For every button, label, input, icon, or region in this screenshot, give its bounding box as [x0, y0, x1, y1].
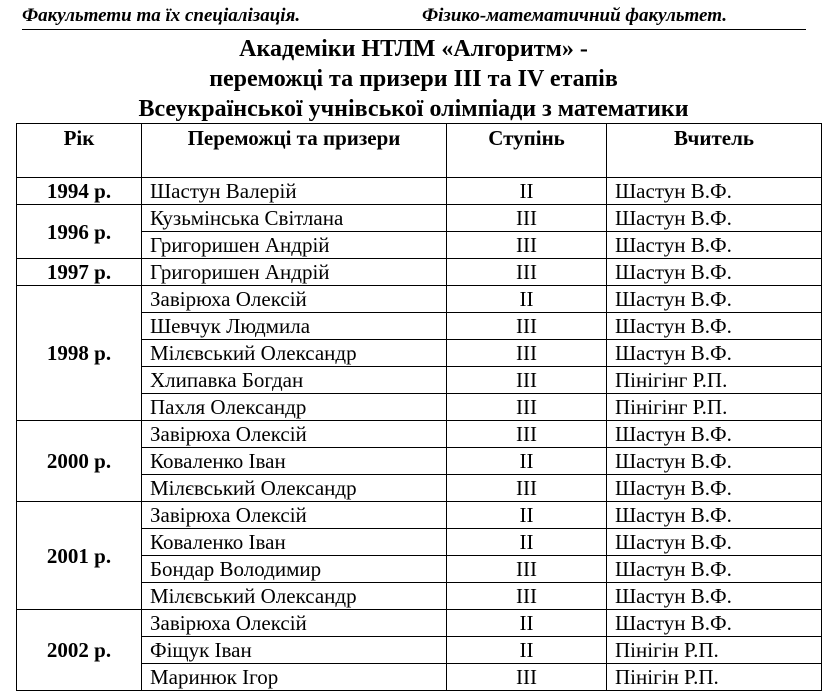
name-cell: Шастун Валерій: [142, 178, 447, 205]
degree-cell: II: [447, 637, 607, 664]
teacher-cell: Шастун В.Ф.: [607, 529, 822, 556]
degree-cell: II: [447, 178, 607, 205]
degree-cell: III: [447, 205, 607, 232]
name-cell: Хлипавка Богдан: [142, 367, 447, 394]
table-row: [17, 502, 822, 529]
name-cell: Пахля Олександр: [142, 394, 447, 421]
degree-cell: III: [447, 367, 607, 394]
teacher-cell: Шастун В.Ф.: [607, 259, 822, 286]
teacher-cell: Пінігінг Р.П.: [607, 367, 822, 394]
column-header-winners: Переможці та призери: [142, 124, 447, 178]
teacher-cell: Шастун В.Ф.: [607, 448, 822, 475]
page-title-line-3: Всеукраїнської учнівської олімпіади з математики: [138, 96, 689, 122]
name-cell: Кузьмінська Світлана: [142, 205, 447, 232]
teacher-cell: Шастун В.Ф.: [607, 475, 822, 502]
teacher-cell: Шастун В.Ф.: [607, 232, 822, 259]
name-cell: Коваленко Іван: [142, 448, 447, 475]
year-cell: 1994 р.: [17, 178, 142, 205]
degree-cell: III: [447, 664, 607, 691]
column-header-teacher: Вчитель: [607, 124, 822, 178]
name-cell: Фіщук Іван: [142, 637, 447, 664]
name-cell: Мілєвський Олександр: [142, 340, 447, 367]
teacher-cell: Пінігін Р.П.: [607, 637, 822, 664]
name-cell: Бондар Володимир: [142, 556, 447, 583]
teacher-cell: Шастун В.Ф.: [607, 286, 822, 313]
teacher-cell: Шастун В.Ф.: [607, 340, 822, 367]
degree-cell: II: [447, 502, 607, 529]
table-row: [17, 205, 822, 232]
degree-cell: III: [447, 421, 607, 448]
degree-cell: III: [447, 259, 607, 286]
degree-cell: II: [447, 529, 607, 556]
degree-cell: III: [447, 556, 607, 583]
page-title-line-1: Академіки НТЛМ «Алгоритм» -: [239, 36, 588, 62]
name-cell: Григоришен Андрій: [142, 232, 447, 259]
degree-cell: III: [447, 232, 607, 259]
year-cell: 1998 р.: [17, 286, 142, 421]
year-cell: 2001 р.: [17, 502, 142, 610]
running-header: [22, 3, 806, 30]
teacher-cell: Пінігінг Р.П.: [607, 394, 822, 421]
teacher-cell: Шастун В.Ф.: [607, 583, 822, 610]
name-cell: Шевчук Людмила: [142, 313, 447, 340]
degree-cell: II: [447, 610, 607, 637]
column-header-degree: Ступінь: [447, 124, 607, 178]
header-faculty-name: Фізико-математичний факультет.: [422, 5, 727, 26]
year-cell: 2000 р.: [17, 421, 142, 502]
teacher-cell: Шастун В.Ф.: [607, 313, 822, 340]
name-cell: Григоришен Андрій: [142, 259, 447, 286]
teacher-cell: Шастун В.Ф.: [607, 502, 822, 529]
teacher-cell: Шастун В.Ф.: [607, 178, 822, 205]
name-cell: Коваленко Іван: [142, 529, 447, 556]
degree-cell: III: [447, 583, 607, 610]
name-cell: Завірюха Олексій: [142, 286, 447, 313]
name-cell: Мілєвський Олександр: [142, 583, 447, 610]
table-row: [17, 421, 822, 448]
table-header-row: [17, 124, 822, 178]
degree-cell: II: [447, 286, 607, 313]
page-title-line-2: переможці та призери III та IV етапів: [209, 66, 618, 92]
name-cell: Завірюха Олексій: [142, 610, 447, 637]
degree-cell: III: [447, 313, 607, 340]
name-cell: Завірюха Олексій: [142, 421, 447, 448]
column-header-year: Рік: [17, 124, 142, 178]
year-cell: 2002 р.: [17, 610, 142, 691]
name-cell: Маринюк Ігор: [142, 664, 447, 691]
teacher-cell: Шастун В.Ф.: [607, 610, 822, 637]
table-row: [17, 610, 822, 637]
degree-cell: II: [447, 448, 607, 475]
name-cell: Завірюха Олексій: [142, 502, 447, 529]
year-cell: 1996 р.: [17, 205, 142, 259]
year-cell: 1997 р.: [17, 259, 142, 286]
teacher-cell: Шастун В.Ф.: [607, 205, 822, 232]
degree-cell: III: [447, 475, 607, 502]
table-body: [17, 178, 822, 691]
winners-table: [16, 123, 822, 691]
header-faculties-text: Факультети та їх спеціалізація.: [22, 5, 301, 26]
teacher-cell: Шастун В.Ф.: [607, 421, 822, 448]
teacher-cell: Пінігін Р.П.: [607, 664, 822, 691]
teacher-cell: Шастун В.Ф.: [607, 556, 822, 583]
table-row: [17, 259, 822, 286]
name-cell: Мілєвський Олександр: [142, 475, 447, 502]
degree-cell: III: [447, 394, 607, 421]
table-row: [17, 178, 822, 205]
table-row: [17, 286, 822, 313]
degree-cell: III: [447, 340, 607, 367]
